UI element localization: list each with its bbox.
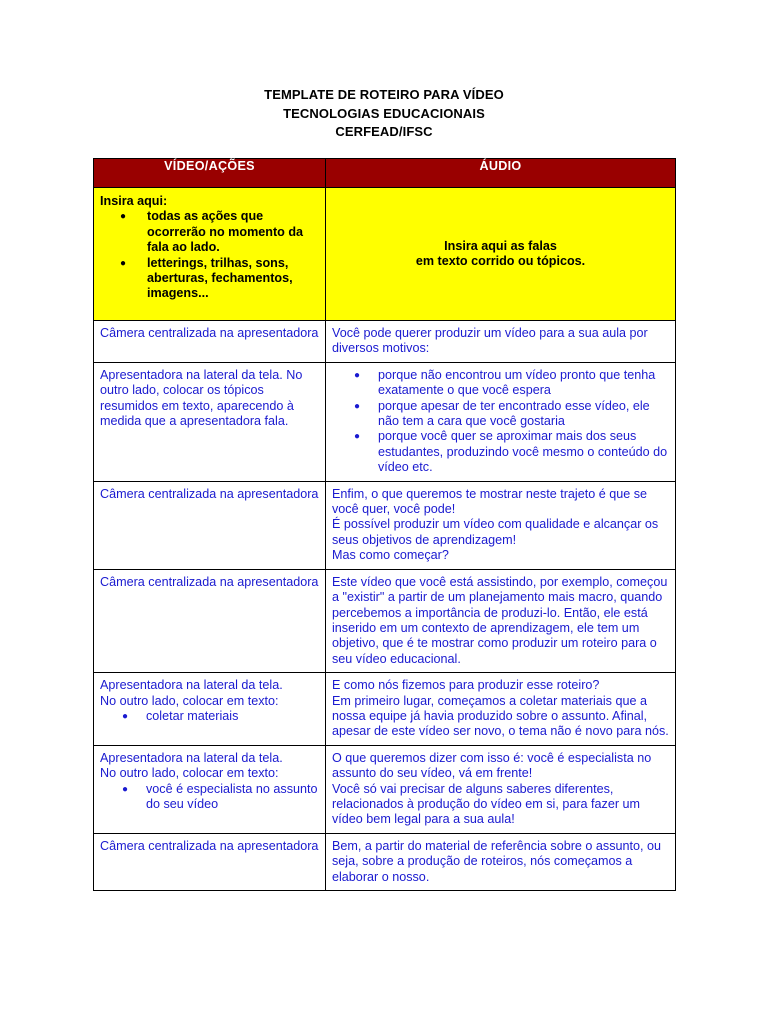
audio-bullet-list: [332, 368, 670, 476]
table-row: [94, 362, 676, 481]
video-cell: [94, 745, 326, 833]
video-text: No outro lado, colocar em texto:: [100, 766, 279, 781]
video-text: Câmera centralizada na apresentadora: [100, 486, 319, 501]
video-text: Apresentadora na lateral da tela.: [100, 678, 283, 693]
title-line-2: TECNOLOGIAS EDUCACIONAIS: [283, 105, 485, 121]
title-line-1: TEMPLATE DE ROTEIRO PARA VÍDEO: [264, 87, 504, 102]
audio-cell: [326, 833, 676, 890]
table-row: [94, 745, 676, 833]
list-item: ● letterings, trilhas, sons, aberturas, fechamentos, imagens...: [120, 255, 293, 301]
instructions-row: [94, 188, 676, 321]
audio-text: Este vídeo que você está assistindo, por exemplo, começou a "existir" a partir de um planejamento mais macro, quando percebemos a importância de produzi-lo. Então, ele está inserido em um contexto de aprendizagem, ele tem um objetivo, que é te mostrar como produzir um roteiro para o seu vídeo educacional.: [332, 574, 668, 666]
instructions-audio-cell: [326, 188, 676, 321]
instructions-intro: Insira aqui:: [100, 194, 168, 208]
list-item: ● porque você quer se aproximar mais dos seus estudantes, produzindo você mesmo o conteúdo do vídeo etc.: [354, 429, 668, 475]
video-cell: [94, 833, 326, 890]
table-row: [94, 481, 676, 569]
audio-cell: [326, 673, 676, 746]
list-item: ● todas as ações que ocorrerão no momento da fala ao lado.: [120, 209, 304, 255]
audio-cell: [326, 481, 676, 569]
video-text: No outro lado, colocar em texto:: [100, 693, 279, 708]
audio-text: Você pode querer produzir um vídeo para a sua aula por diversos motivos:: [332, 326, 648, 356]
list-item: ● porque não encontrou um vídeo pronto que tenha exatamente o que você espera: [354, 367, 656, 398]
audio-cell: [326, 745, 676, 833]
list-item: ● coletar materiais: [122, 708, 239, 723]
audio-cell: [326, 321, 676, 363]
instructions-audio-line: em texto corrido ou tópicos.: [415, 254, 586, 268]
audio-cell: [326, 362, 676, 481]
column-header-audio: ÁUDIO: [326, 159, 676, 188]
video-bullet-list: [100, 782, 320, 813]
instructions-audio-line: Insira aqui as falas: [444, 238, 557, 253]
bullet-icon: ●: [354, 431, 361, 443]
instructions-video-cell: [94, 188, 326, 321]
video-text: Apresentadora na lateral da tela. No outro lado, colocar os tópicos resumidos em texto, aparecendo à medida que a apresentadora fala.: [100, 367, 303, 429]
video-cell: [94, 673, 326, 746]
audio-cell: [326, 569, 676, 672]
bullet-icon: ●: [122, 783, 129, 795]
table-header-row: [94, 159, 676, 188]
title-line-3: CERFEAD/IFSC: [335, 124, 433, 139]
video-cell: [94, 362, 326, 481]
bullet-icon: ●: [354, 369, 361, 381]
list-item: ● você é especialista no assunto do seu vídeo: [122, 781, 318, 811]
table-row: [94, 321, 676, 363]
document-title: [0, 86, 768, 142]
video-cell: [94, 569, 326, 672]
table-row: [94, 569, 676, 672]
instructions-bullet-list: [100, 209, 319, 301]
video-text: Câmera centralizada na apresentadora: [100, 574, 319, 589]
bullet-icon: ●: [122, 710, 129, 722]
video-cell: [94, 481, 326, 569]
audio-text: Você só vai precisar de alguns saberes diferentes, relacionados à produção do vídeo em si, para fazer um vídeo bem legal para a sua aula!: [332, 781, 641, 827]
video-text: Câmera centralizada na apresentadora: [100, 326, 319, 340]
bullet-icon: ●: [120, 257, 127, 269]
audio-text: Mas como começar?: [332, 548, 449, 563]
bullet-icon: ●: [120, 211, 127, 223]
column-header-video: VÍDEO/AÇÕES: [94, 159, 326, 188]
video-text: Câmera centralizada na apresentadora: [100, 838, 319, 853]
audio-text: Enfim, o que queremos te mostrar neste trajeto é que se você quer, você pode!: [332, 486, 648, 517]
bullet-icon: ●: [354, 400, 361, 412]
table-row: [94, 673, 676, 746]
video-text: Apresentadora na lateral da tela.: [100, 750, 283, 765]
audio-text: Bem, a partir do material de referência sobre o assunto, ou seja, sobre a produção de roteiros, nós começamos a elaborar o nosso.: [332, 838, 662, 884]
audio-text: O que queremos dizer com isso é: você é especialista no assunto do seu vídeo, vá em frente!: [332, 750, 652, 781]
audio-text: Em primeiro lugar, começamos a coletar materiais que a nossa equipe já havia produzido sobre o assunto. Afinal, apesar de este vídeo ser novo, o tema não é novo para nós.: [332, 693, 669, 739]
video-cell: [94, 321, 326, 363]
video-bullet-list: [100, 709, 320, 724]
script-table: [93, 158, 676, 891]
table-row: [94, 833, 676, 890]
audio-text: E como nós fizemos para produzir esse roteiro?: [332, 678, 600, 693]
audio-text: É possível produzir um vídeo com qualidade e alcançar os seus objetivos de aprendizagem!: [332, 517, 659, 547]
list-item: ● porque apesar de ter encontrado esse vídeo, ele não tem a cara que você gostaria: [354, 398, 650, 429]
